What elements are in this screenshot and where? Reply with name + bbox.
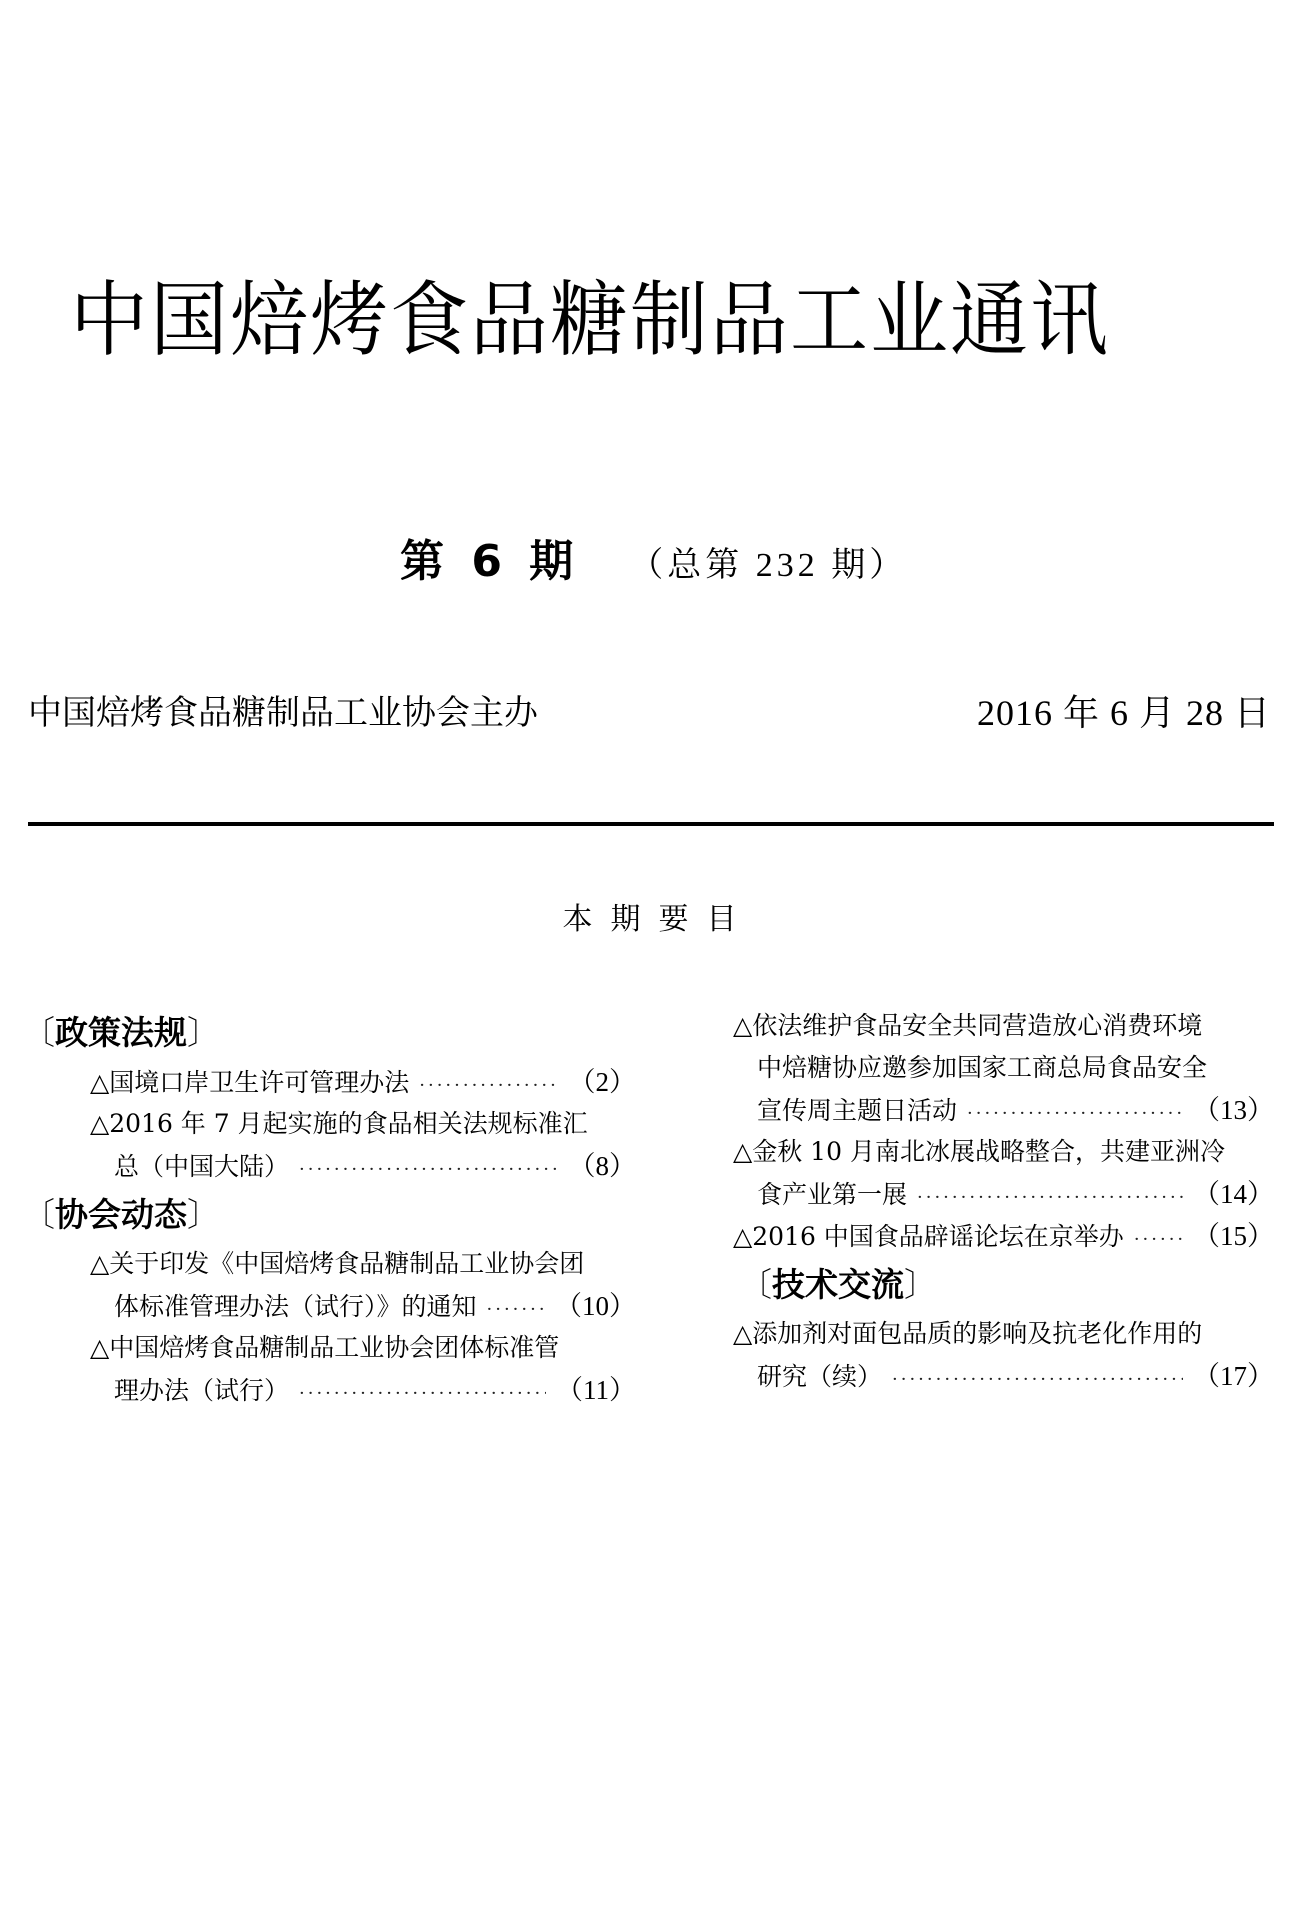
dot-leader [1134,1219,1183,1261]
open-bracket: 〔 [22,1195,55,1234]
page-number: （8） [568,1151,636,1181]
entry-title-line: 理办法（试行） [114,1376,290,1405]
page-number: （15） [1193,1221,1274,1251]
section-heading-technical [733,1257,1274,1313]
page-number: （11） [556,1375,636,1405]
page-number: （14） [1193,1179,1274,1209]
open-bracket: 〔 [22,1013,55,1052]
publisher-name: 中国焙烤食品糖制品工业协会主办 [28,693,538,733]
dot-leader [917,1177,1183,1219]
publication-date: 2016 年 6 月 28 日 [976,693,1271,733]
dot-leader [419,1065,558,1107]
triangle-bullet-icon: △ [90,1249,110,1278]
close-bracket: 〕 [904,1265,937,1304]
toc-entry[interactable] [733,1005,1274,1131]
entry-title-line: 关于印发《中国焙烤食品糖制品工业协会团 [109,1249,585,1278]
triangle-bullet-icon: △ [90,1333,110,1362]
entry-title-line: 体标准管理办法（试行）》的通知 [114,1292,477,1321]
issue-line [400,525,907,585]
entry-title-line: 研究（续） [757,1362,883,1391]
page-number: （2） [568,1067,636,1097]
page-number: （13） [1193,1095,1274,1125]
section-heading-association [22,1187,636,1243]
dot-leader [299,1149,558,1191]
toc-entry[interactable] [22,1327,636,1411]
close-bracket: 〕 [187,1013,220,1052]
toc-entry[interactable] [733,1313,1274,1397]
page-number: （17） [1193,1361,1274,1391]
entry-title: 国境口岸卫生许可管理办法 [109,1068,410,1097]
entry-title: 2016 中国食品辟谣论坛在京举办 [752,1222,1124,1251]
header-divider [28,822,1274,826]
issue-total-number: （总第 232 期） [629,547,908,584]
close-bracket: 〕 [187,1195,220,1234]
triangle-bullet-icon: △ [90,1109,110,1138]
publication-title: 中国焙烤食品糖制品工业通讯 [70,273,1111,368]
section-title: 政策法规 [55,1013,187,1052]
entry-title-line: 宣传周主题日活动 [757,1096,958,1125]
entry-title-line: 2016 年 7 月起实施的食品相关法规标准汇 [109,1109,588,1138]
triangle-bullet-icon: △ [733,1222,753,1251]
toc-entry[interactable] [22,1061,636,1103]
toc-heading: 本期要目 [562,902,755,937]
entry-title-line: 中国焙烤食品糖制品工业协会团体标准管 [109,1333,560,1362]
triangle-bullet-icon: △ [733,1011,753,1040]
toc-entry[interactable] [22,1243,636,1327]
entry-title-line: 总（中国大陆） [114,1152,290,1181]
entry-title-line: 食产业第一展 [757,1180,908,1209]
toc-entry[interactable] [733,1131,1274,1215]
triangle-bullet-icon: △ [733,1137,753,1166]
toc-entry[interactable] [22,1103,636,1187]
issue-number: 第 6 期 [400,536,580,587]
triangle-bullet-icon: △ [90,1068,110,1097]
dot-leader [967,1093,1183,1135]
dot-leader [487,1289,545,1331]
page-number: （10） [555,1291,636,1321]
section-title: 协会动态 [55,1195,187,1234]
entry-title-line: 依法维护食品安全共同营造放心消费环境 [752,1011,1203,1040]
entry-title-line: 金秋 10 月南北冰展战略整合，共建亚洲冷 [752,1137,1225,1166]
entry-title-line: 中焙糖协应邀参加国家工商总局食品安全 [757,1053,1208,1082]
toc-entry[interactable] [733,1215,1274,1257]
toc-left-column [22,1005,636,1411]
open-bracket: 〔 [739,1265,772,1304]
triangle-bullet-icon: △ [733,1319,753,1348]
toc-right-column [733,1005,1274,1397]
dot-leader [892,1359,1183,1401]
entry-title-line: 添加剂对面包品质的影响及抗老化作用的 [752,1319,1203,1348]
section-title: 技术交流 [772,1265,904,1304]
dot-leader [299,1373,546,1415]
section-heading-policy [22,1005,636,1061]
